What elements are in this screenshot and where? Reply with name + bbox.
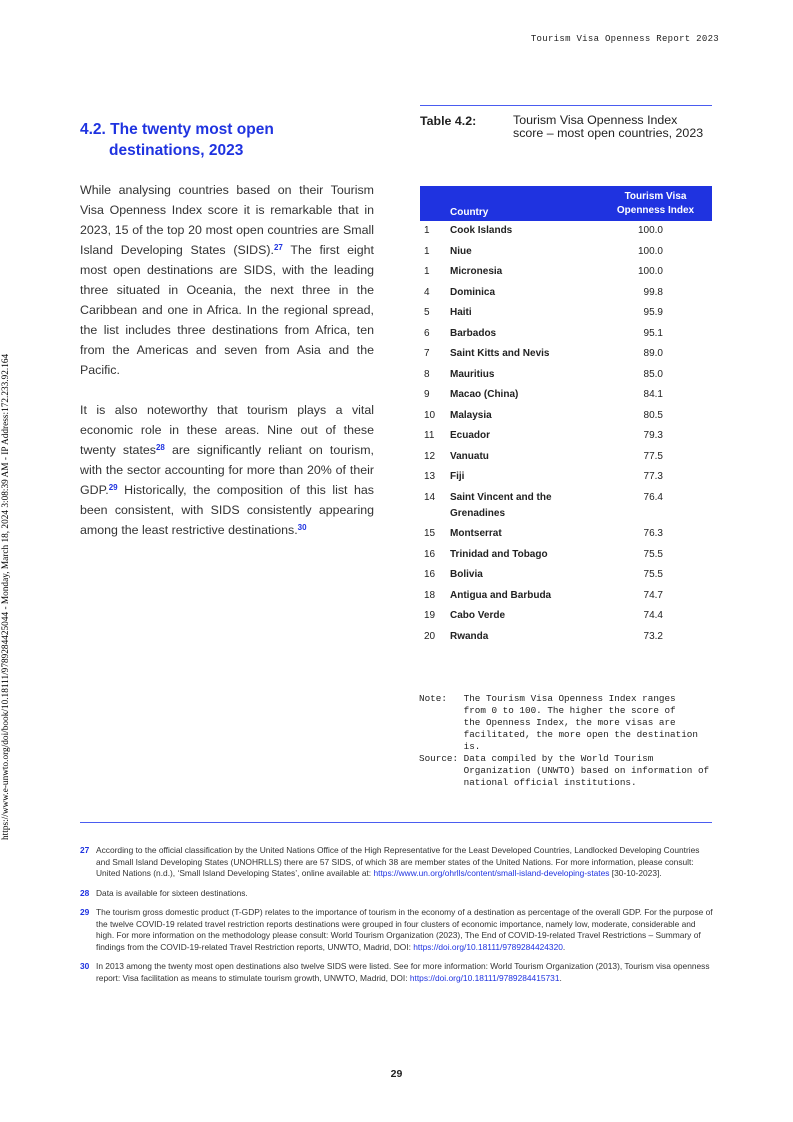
paragraph-text: It is also noteworthy that tourism plays a vital economic role in these areas. Nine out of these twenty states <box>80 403 374 457</box>
table-row <box>420 426 712 447</box>
footnote-number: 29 <box>80 907 90 917</box>
paragraph-text: While analysing countries based on their Tourism Visa Openness Index score it is remarkable that in 2023, 15 of the top 20 most open countries are Small Island Developing States (SIDS). <box>80 183 374 257</box>
score-cell: 76.3 <box>643 528 663 539</box>
table-row <box>420 565 712 586</box>
paragraph-text: are significantly reliant on tourism, with the sector accounting for more than 20% of their GDP. <box>80 443 374 497</box>
rank-cell: 1 <box>424 225 430 236</box>
rank-cell: 6 <box>424 327 430 339</box>
section-title-line2: destinations, 2023 <box>109 142 244 159</box>
score-cell: 89.0 <box>643 348 663 359</box>
footnote-text: Data is available for sixteen destinations. <box>96 887 248 898</box>
table-row <box>420 406 712 427</box>
table-row <box>420 586 712 607</box>
score-cell: 74.4 <box>643 610 663 621</box>
country-cell: Fiji <box>450 471 465 482</box>
score-cell: 100.0 <box>637 245 663 257</box>
rank-cell: 18 <box>424 589 436 601</box>
score-cell: 75.5 <box>643 548 663 560</box>
table-row <box>420 606 712 627</box>
table-label: Table 4.2: <box>420 114 477 128</box>
rank-cell: 10 <box>424 409 436 421</box>
rank-cell: 20 <box>424 630 436 642</box>
table-row <box>420 242 712 263</box>
score-cell: 84.1 <box>643 389 663 400</box>
footnote-ref[interactable]: 27 <box>273 243 283 252</box>
country-cell: Cook Islands <box>450 225 513 236</box>
footnote-ref[interactable]: 30 <box>297 523 307 532</box>
country-cell: Saint Vincent and the Grenadines <box>450 491 552 519</box>
country-cell: Micronesia <box>450 266 503 277</box>
footnote-text: According to the official classification by the United Nations Office of the High Representative for the Least Developed Countries, Landlocked Developing Countries and Small Island Developing States (UNOHRLLS) there are 57 SIDS, of which 38 are member states of the United Nations. For more information, please consult: United Nations (n.d.), ‘Small Island Developing States’, online available at: <box>96 845 700 878</box>
footnote-number: 27 <box>80 845 90 855</box>
country-cell: Antigua and Barbuda <box>450 589 552 601</box>
footnote-ref[interactable]: 29 <box>108 483 118 492</box>
country-cell: Haiti <box>450 307 472 318</box>
score-cell: 76.4 <box>643 491 663 503</box>
score-cell: 100.0 <box>637 225 663 236</box>
score-cell: 95.9 <box>643 307 663 318</box>
page-number: 29 <box>390 1068 403 1080</box>
section-title-line1: The twenty most open <box>110 121 274 138</box>
footnote-item <box>80 907 714 953</box>
country-cell: Malaysia <box>450 409 492 421</box>
footnote-item <box>80 888 714 900</box>
score-cell: 77.5 <box>643 450 663 462</box>
score-cell: 74.7 <box>643 589 663 601</box>
table-row <box>420 283 712 304</box>
rank-cell: 15 <box>424 528 436 539</box>
country-cell: Vanuatu <box>450 450 489 462</box>
table-row <box>420 365 712 386</box>
running-head: Tourism Visa Openness Report 2023 <box>530 34 719 44</box>
table-row <box>420 221 712 242</box>
rank-cell: 14 <box>424 491 436 503</box>
score-cell: 77.3 <box>643 471 663 482</box>
table-row <box>420 488 712 525</box>
footnote-item <box>80 961 714 984</box>
rank-cell: 8 <box>424 368 430 380</box>
rank-cell: 16 <box>424 569 436 580</box>
rank-cell: 13 <box>424 471 436 482</box>
rank-cell: 16 <box>424 548 436 560</box>
rank-cell: 4 <box>424 286 430 298</box>
table-top-rule <box>420 105 712 106</box>
footnote-text-tail: [30-10-2023]. <box>609 868 662 878</box>
country-cell: Bolivia <box>450 569 483 580</box>
table-row <box>420 262 712 283</box>
score-cell: 95.1 <box>643 327 663 339</box>
paragraph-text: The first eight most open destinations are SIDS, with the leading three situated in Oceania, the next three in the Caribbean and one in Africa. In the regional spread, the list includes three destinations from Africa, ten from the Americas and seven from Asia and the Pacific. <box>80 243 374 377</box>
rank-cell: 9 <box>424 389 430 400</box>
table-row <box>420 524 712 545</box>
footnote-link[interactable]: https://doi.org/10.18111/9789284424320 <box>413 941 563 952</box>
score-cell: 99.8 <box>643 286 663 298</box>
table-row <box>420 467 712 488</box>
body-paragraph-2 <box>80 400 374 540</box>
table-row <box>420 344 712 365</box>
table-header-row <box>420 186 712 221</box>
country-cell: Mauritius <box>450 368 495 380</box>
score-cell: 75.5 <box>643 569 663 580</box>
country-cell: Rwanda <box>450 630 489 642</box>
footnote-text-tail: . <box>562 941 566 952</box>
rank-cell: 19 <box>424 610 436 621</box>
country-cell: Montserrat <box>450 528 502 539</box>
footnote-number: 30 <box>80 961 90 971</box>
footnote-ref[interactable]: 28 <box>155 443 165 452</box>
footnote-text-tail: . <box>559 972 562 983</box>
footnote-text: In 2013 among the twenty most open destinations also twelve SIDS were listed. See for more information: World Tourism Organization (2013), Tourism visa openness report: Visa facilitation as means to stimulate tourism growth, UNWTO, Madrid, DOI: <box>96 961 710 983</box>
download-watermark: https://www.e-unwto.org/doi/book/10.18111/9789284425044 - Monday, March 18, 2024 3:08:39 AM - IP Address:172.233.92.164 <box>1 353 11 840</box>
visa-openness-table <box>420 186 712 647</box>
score-cell: 100.0 <box>637 266 663 277</box>
table-caption: Tourism Visa Openness Index score – most open countries, 2023 <box>513 113 704 140</box>
rank-cell: 12 <box>424 450 436 462</box>
table-row <box>420 324 712 345</box>
table-row <box>420 385 712 406</box>
score-cell: 73.2 <box>643 630 663 642</box>
rank-cell: 7 <box>424 348 430 359</box>
table-row <box>420 447 712 468</box>
table-note-source: Note: The Tourism Visa Openness Index ranges from 0 to 100. The higher the score of the Openness Index, the more visas are facilitated, the more open the destination is. Source: Data compiled by the World Tourism Organization (UNWTO) based on information of national official institutions. <box>419 693 710 788</box>
rank-cell: 5 <box>424 307 430 318</box>
country-cell: Barbados <box>450 327 497 339</box>
section-number: 4.2. <box>80 121 106 138</box>
rank-cell: 11 <box>424 430 435 441</box>
country-cell: Cabo Verde <box>450 610 506 621</box>
score-cell: 85.0 <box>643 368 663 380</box>
column-header-score <box>603 186 712 221</box>
score-cell: 79.3 <box>643 430 663 441</box>
paragraph-text: Historically, the composition of this list has been consistent, with SIDS consistently appearing among the least restrictive destinations. <box>80 483 374 537</box>
country-cell: Trinidad and Tobago <box>450 548 548 560</box>
country-cell: Saint Kitts and Nevis <box>450 348 550 359</box>
footnotes <box>80 845 714 992</box>
rank-cell: 1 <box>424 266 430 277</box>
table-row <box>420 545 712 566</box>
section-heading <box>80 119 380 161</box>
footnote-link[interactable]: https://www.un.org/ohrlls/content/small-island-developing-states <box>373 868 610 878</box>
country-cell: Ecuador <box>450 430 491 441</box>
table-row <box>420 627 712 648</box>
column-header-score-line1: Tourism Visa <box>624 191 687 202</box>
footnote-item <box>80 845 714 880</box>
country-cell: Dominica <box>450 286 496 298</box>
body-paragraph-1 <box>80 180 374 380</box>
score-cell: 80.5 <box>643 409 663 421</box>
country-cell: Macao (China) <box>450 389 519 400</box>
table-row <box>420 303 712 324</box>
column-header-country: Country <box>420 186 603 221</box>
footnote-link[interactable]: https://doi.org/10.18111/9789284415731 <box>409 972 560 983</box>
column-header-score-line2: Openness Index <box>616 205 695 216</box>
rank-cell: 1 <box>424 245 430 257</box>
footnote-text: The tourism gross domestic product (T-GDP) relates to the importance of tourism in the economy of a destination as percentage of the overall GDP. For the purpose of the twelve COVID-19 related travel restriction reports destinations were grouped in four clusters of economic importance, namely low, moderate, considerable and high. For more information on the methodology please consult: World Tourism Organization (2023), The End of COVID-19-related Travel Restrictions – Summary of findings from the COVID-19-related Travel Restriction reports, UNWTO, Madrid, DOI: <box>96 907 713 952</box>
footnote-rule <box>80 822 712 823</box>
footnote-number: 28 <box>80 887 90 898</box>
country-cell: Niue <box>450 245 472 257</box>
